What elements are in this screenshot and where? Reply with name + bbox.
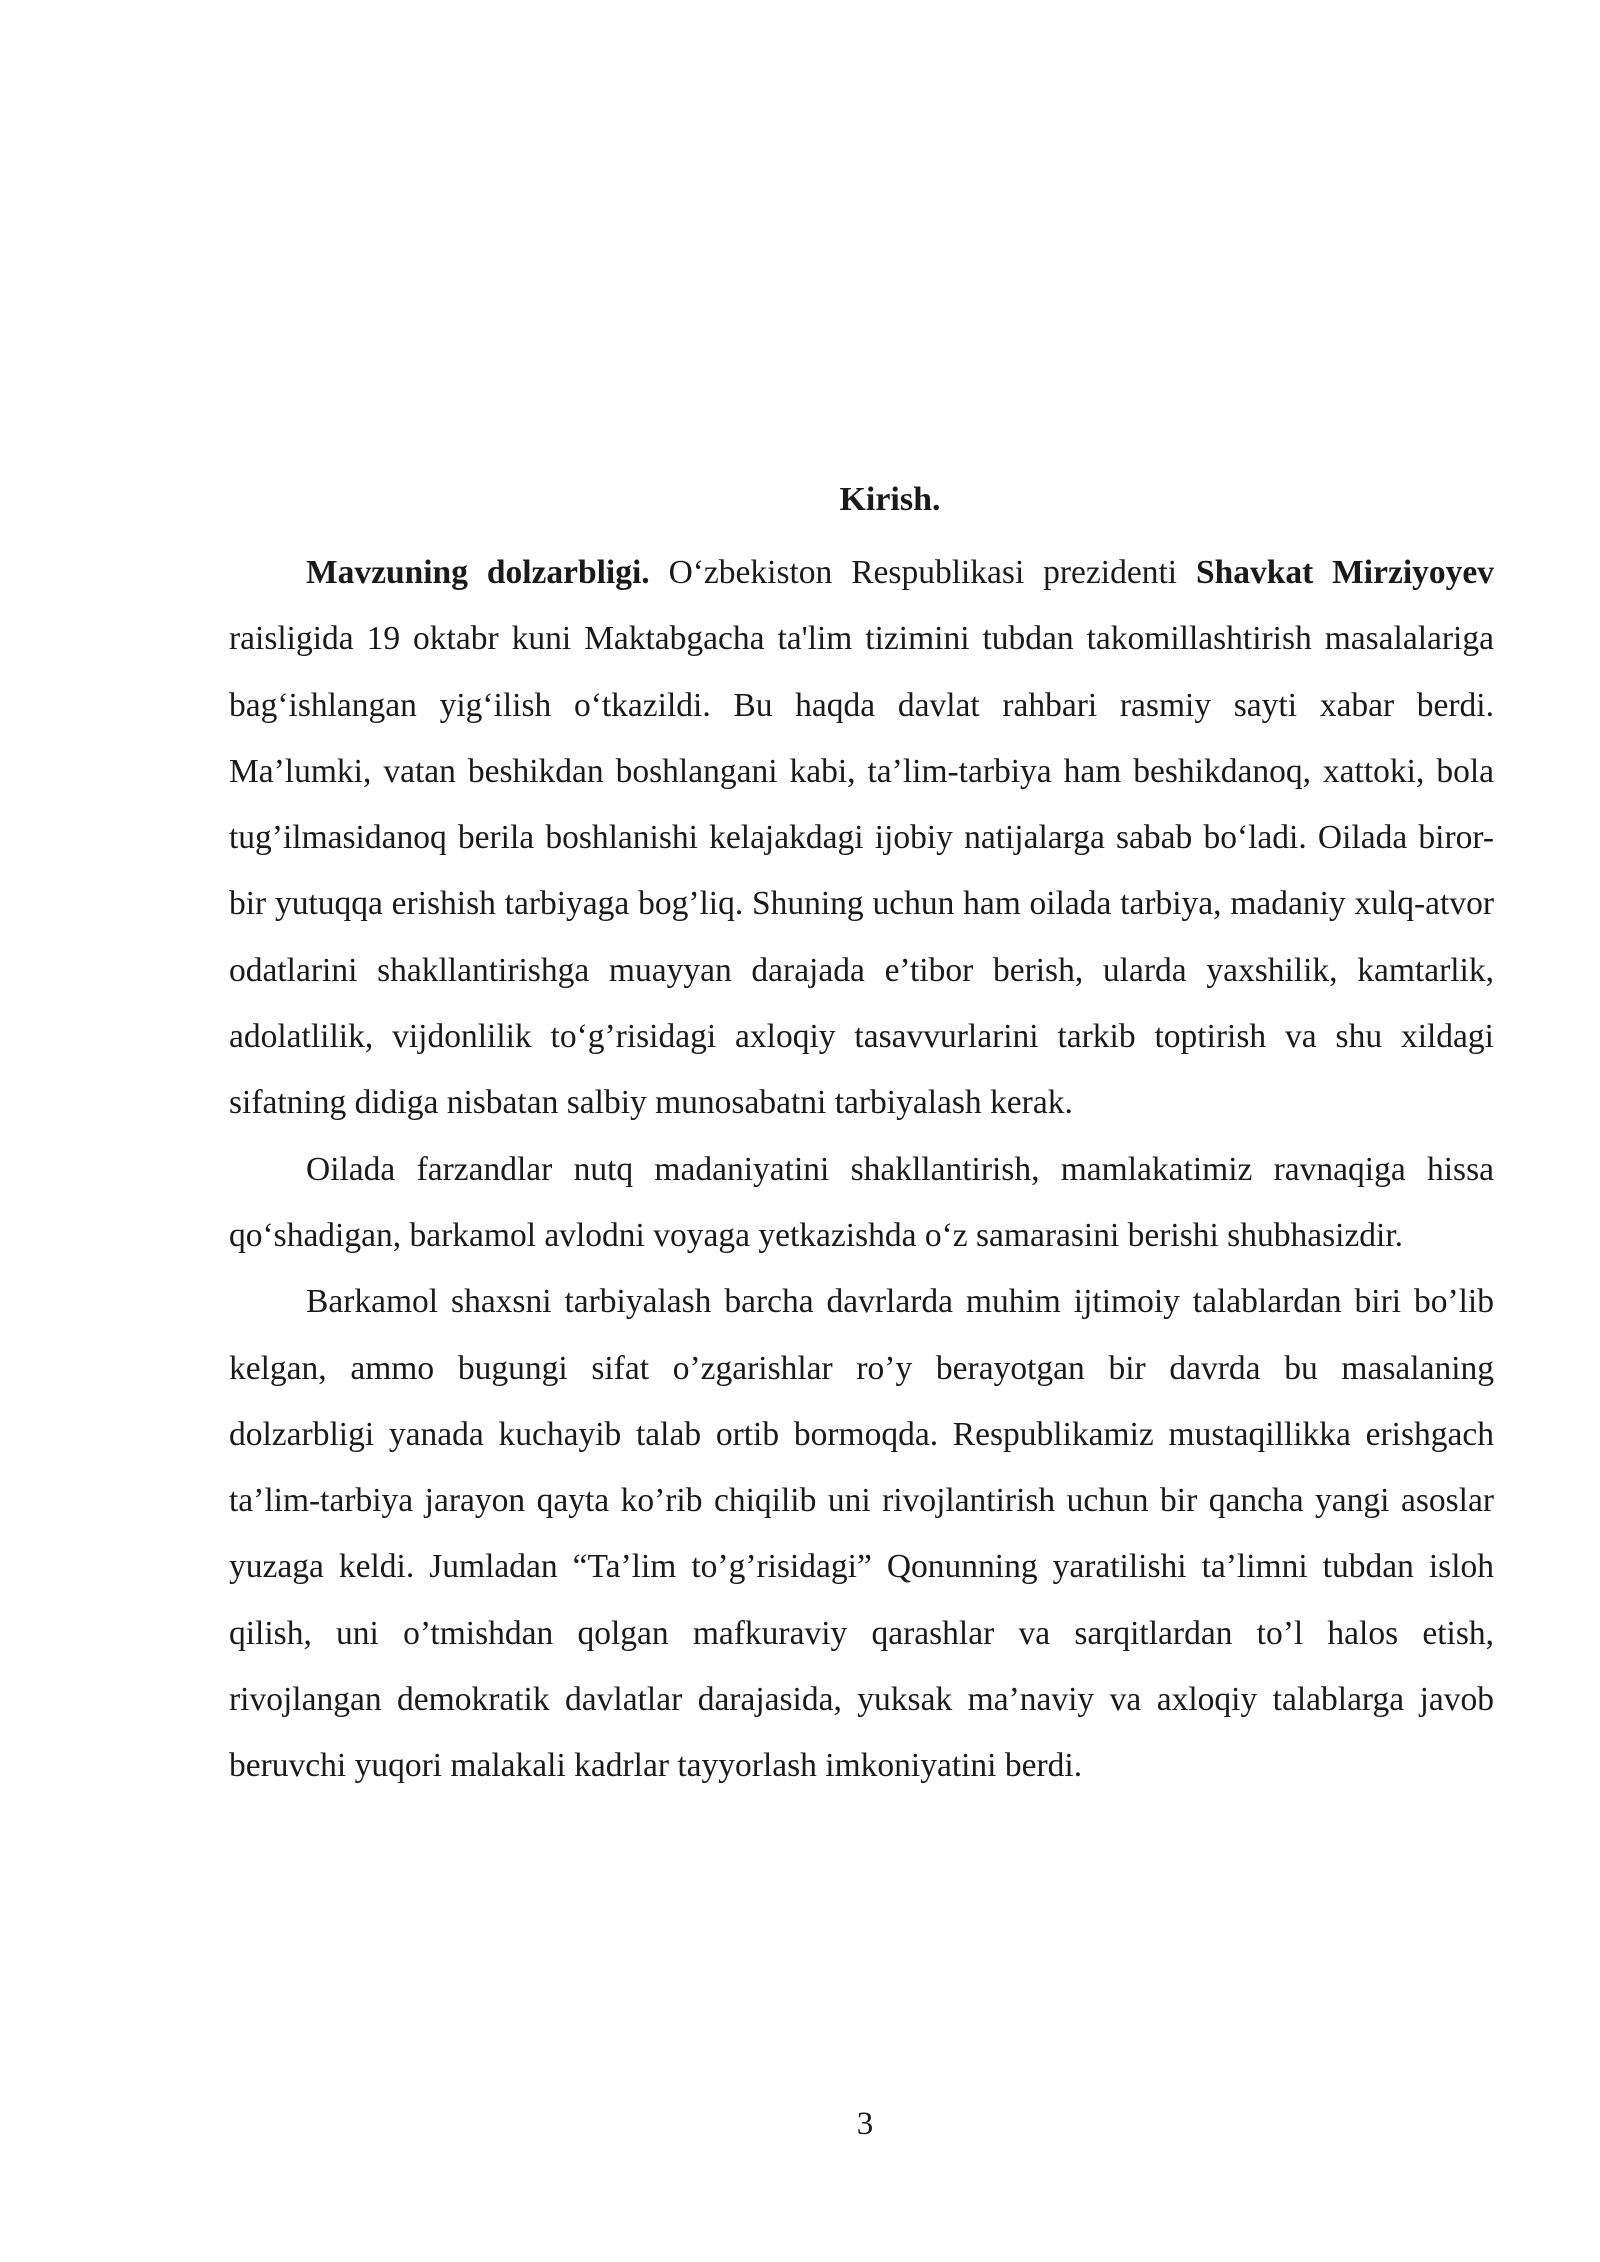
paragraph-text: raisligida 19 oktabr kuni Maktabgacha ta'lim tizimini tubdan takomillashtirish masalalariga bag‘ishlangan yig‘ilish o‘tkazildi. Bu haqda davlat rahbari rasmiy sayti xabar berdi. Ma’lumki, vatan beshikdan boshlangani kabi, ta’lim-tarbiya ham beshikdanoq, xattoki, bola tug’ilmasidanoq berila boshlanishi kelajakdagi ijobiy natijalarga sabab bo‘ladi. Oilada biror-bir yutuqqa erishish tarbiyaga bog’liq. Shuning uchun ham oilada tarbiya, madaniy xulq-atvor odatlarini shakllantirishga muayyan darajada e’tibor berish, ularda yaxshilik, kamtarlik, adolatlilik, vijdonlilik to‘g’risidagi axloqiy tasavvurlarini tarkib toptirish va shu xildagi sifatning didiga nisbatan salbiy munosabatni tarbiyalash kerak.: [229, 620, 1494, 1122]
paragraph-text: O‘zbekiston Respublikasi prezidenti: [649, 554, 1196, 591]
lead-bold-label: Mavzuning dolzarbligi.: [306, 554, 650, 591]
section-heading: Kirish.: [839, 481, 941, 518]
paragraph-education-reform: [229, 1269, 1494, 1799]
paragraph-text: Oilada farzandlar nutq madaniyatini shakllantirish, mamlakatimiz ravnaqiga hissa qo‘shadigan, barkamol avlodni voyaga yetkazishda o‘z samarasini berishi shubhasizdir.: [229, 1150, 1494, 1254]
president-name: Shavkat Mirziyoyev: [1195, 554, 1495, 591]
paragraph-relevance: [229, 540, 1494, 1137]
paragraph-speech-culture: [229, 1137, 1494, 1270]
page-number: 3: [856, 2106, 874, 2142]
body-text: [229, 540, 1494, 1800]
paragraph-text: Barkamol shaxsni tarbiyalash barcha davrlarda muhim ijtimoiy talablardan biri bo’lib kelgan, ammo bugungi sifat o’zgarishlar ro’y berayotgan bir davrda bu masalaning dolzarbligi yanada kuchayib talab ortib bormoqda. Respublikamiz mustaqillikka erishgach ta’lim-tarbiya jarayon qayta ko’rib chiqilib uni rivojlantirish uchun bir qancha yangi asoslar yuzaga keldi. Jumladan “Ta’lim to’g’risidagi” Qonunning yaratilishi ta’limni tubdan isloh qilish, uni o’tmishdan qolgan mafkuraviy qarashlar va sarqitlardan to’l halos etish, rivojlangan demokratik davlatlar darajasida, yuksak ma’naviy va axloqiy talablarga javob beruvchi yuqori malakali kadrlar tayyorlash imkoniyatini berdi.: [229, 1283, 1494, 1785]
